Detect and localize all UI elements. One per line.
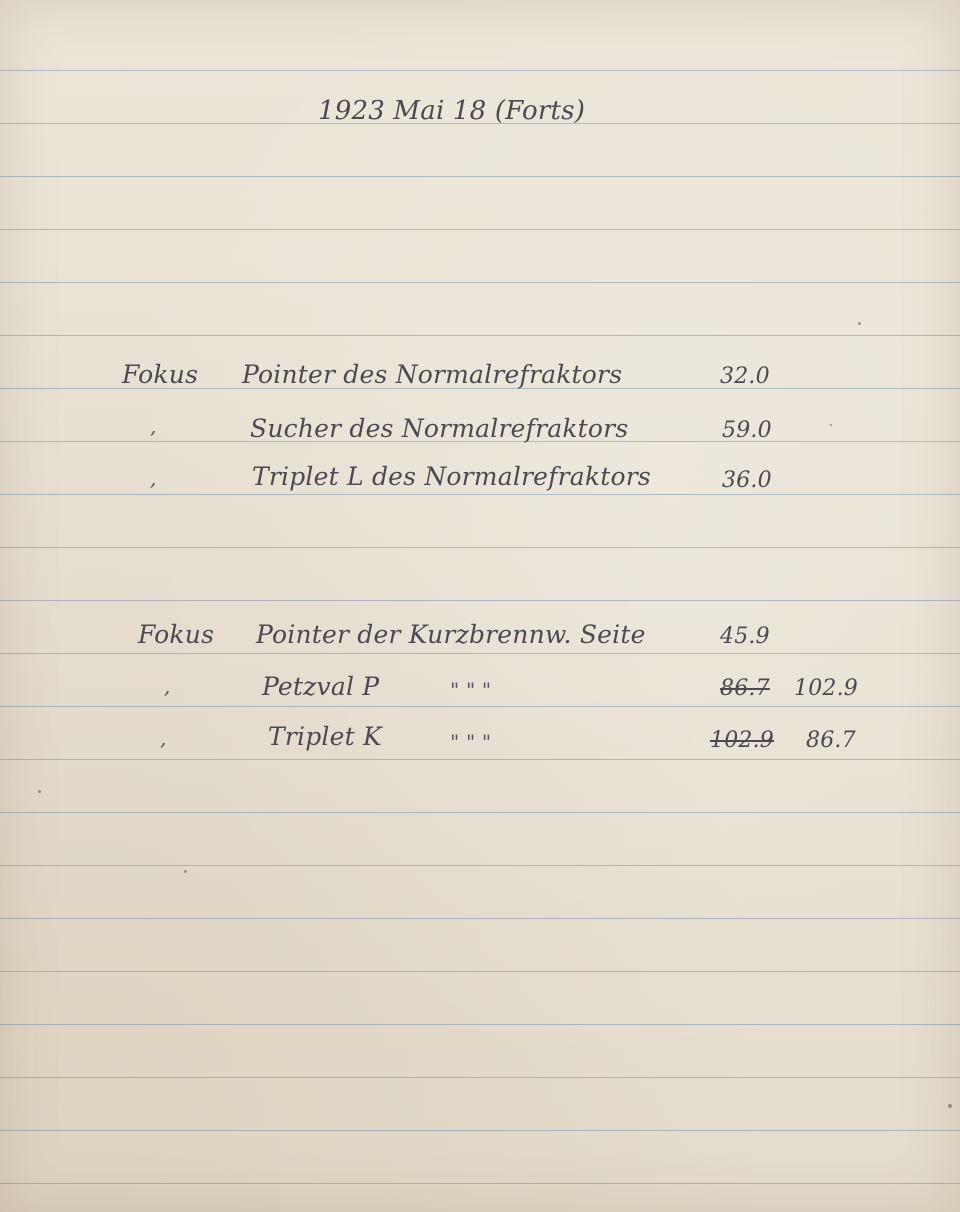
ruled-line xyxy=(0,229,960,230)
group1-row3-value: 36.0 xyxy=(722,468,772,493)
group2-row1-desc: Pointer der Kurzbrennw. Seite xyxy=(256,620,646,649)
group2-row3-desc: Triplet K xyxy=(268,722,382,751)
ruled-line xyxy=(0,971,960,972)
ruled-line xyxy=(0,176,960,177)
group2-row3-ditto-marks: " " " xyxy=(450,730,492,754)
ruled-line xyxy=(0,1130,960,1131)
ruled-line xyxy=(0,653,960,654)
group1-label: Fokus xyxy=(122,360,199,389)
paper-speck xyxy=(184,870,187,873)
group1-row3-desc: Triplet L des Normalrefraktors xyxy=(252,462,651,491)
page-title: 1923 Mai 18 (Forts) xyxy=(318,96,586,126)
ruled-line xyxy=(0,759,960,760)
group2-row2-value-corrected: 102.9 xyxy=(794,676,858,701)
group2-row2-value-struck: 86.7 xyxy=(720,676,770,701)
group1-row3-ditto: , xyxy=(150,466,157,490)
group2-label: Fokus xyxy=(138,620,215,649)
paper-speck xyxy=(858,322,861,325)
ruled-line xyxy=(0,865,960,866)
paper-speck xyxy=(948,1104,952,1108)
ruled-line xyxy=(0,1024,960,1025)
group1-row1-value: 32.0 xyxy=(720,364,770,389)
group2-row2-ditto: , xyxy=(164,674,171,698)
ruled-line xyxy=(0,282,960,283)
ruled-line xyxy=(0,335,960,336)
group1-row2-ditto: , xyxy=(150,414,157,438)
ruled-line xyxy=(0,1183,960,1184)
ruled-line xyxy=(0,600,960,601)
ruled-line xyxy=(0,706,960,707)
group2-row3-value-struck: 102.9 xyxy=(710,728,774,753)
ruled-line xyxy=(0,1077,960,1078)
group1-row1-desc: Pointer des Normalrefraktors xyxy=(242,360,623,389)
ruled-line xyxy=(0,494,960,495)
ruled-line xyxy=(0,918,960,919)
paper-speck xyxy=(830,424,832,426)
group2-row2-ditto-marks: " " " xyxy=(450,678,492,702)
group2-row3-value-corrected: 86.7 xyxy=(806,728,856,753)
paper-speck xyxy=(38,790,41,793)
group2-row1-value: 45.9 xyxy=(720,624,770,649)
ruled-line xyxy=(0,70,960,71)
group2-row2-desc: Petzval P xyxy=(262,672,380,701)
group1-row2-value: 59.0 xyxy=(722,418,772,443)
ruled-line xyxy=(0,812,960,813)
group2-row3-ditto: , xyxy=(160,726,167,750)
ruled-line xyxy=(0,547,960,548)
group1-row2-desc: Sucher des Normalrefraktors xyxy=(250,414,629,443)
